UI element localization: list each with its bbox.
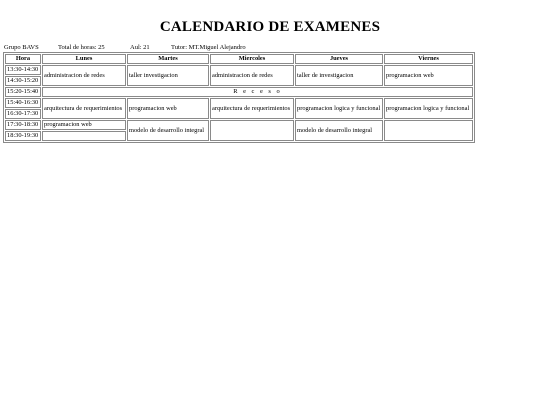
schedule-cell xyxy=(210,120,294,141)
header-row xyxy=(5,54,473,64)
schedule-cell: programacion web xyxy=(384,65,473,86)
schedule-cell: administracion de redes xyxy=(42,65,126,86)
break-row xyxy=(5,87,473,97)
header-hora: Hora xyxy=(5,54,41,64)
schedule-cell xyxy=(42,131,126,141)
header-jueves: Jueves xyxy=(295,54,383,64)
time-cell: 15:20-15:40 xyxy=(5,87,41,97)
group-label: Grupo BAVS xyxy=(4,44,39,51)
schedule-cell: taller de investigacion xyxy=(295,65,383,86)
time-cell: 13:30-14:30 xyxy=(5,65,41,75)
header-martes: Martes xyxy=(127,54,209,64)
schedule-cell xyxy=(384,120,473,141)
table-row xyxy=(5,120,473,130)
schedule-cell: arquitectura de requerimientos xyxy=(42,98,126,119)
table-row xyxy=(5,98,473,108)
schedule-cell: programacion logica y funcional xyxy=(384,98,473,119)
schedule-cell: arquitectura de requerimientos xyxy=(210,98,294,119)
schedule-cell: programacion logica y funcional xyxy=(295,98,383,119)
tutor-label: Tutor: MT.Miguel Alejandro xyxy=(171,44,246,51)
schedule-cell: taller investigacion xyxy=(127,65,209,86)
break-cell: R e c e s o xyxy=(42,87,473,97)
time-cell: 18:30-19:30 xyxy=(5,131,41,141)
schedule-cell: programacion web xyxy=(42,120,126,130)
time-cell: 17:30-18:30 xyxy=(5,120,41,130)
table-row xyxy=(5,65,473,75)
time-cell: 16:30-17:30 xyxy=(5,109,41,119)
schedule-cell: modelo de desarrollo integral xyxy=(295,120,383,141)
header-viernes: Viernes xyxy=(384,54,473,64)
header-miercoles: Miercoles xyxy=(210,54,294,64)
page-title: CALENDARIO DE EXAMENES xyxy=(159,19,381,35)
schedule-cell: administracion de redes xyxy=(210,65,294,86)
header-lunes: Lunes xyxy=(42,54,126,64)
schedule-cell: modelo de desarrollo integral xyxy=(127,120,209,141)
total-hours-label: Total de horas: 25 xyxy=(58,44,105,51)
exam-schedule-table xyxy=(3,52,475,143)
schedule-cell: programacion web xyxy=(127,98,209,119)
time-cell: 15:40-16:30 xyxy=(5,98,41,108)
classroom-label: Aul: 21 xyxy=(130,44,150,51)
time-cell: 14:30-15:20 xyxy=(5,76,41,86)
